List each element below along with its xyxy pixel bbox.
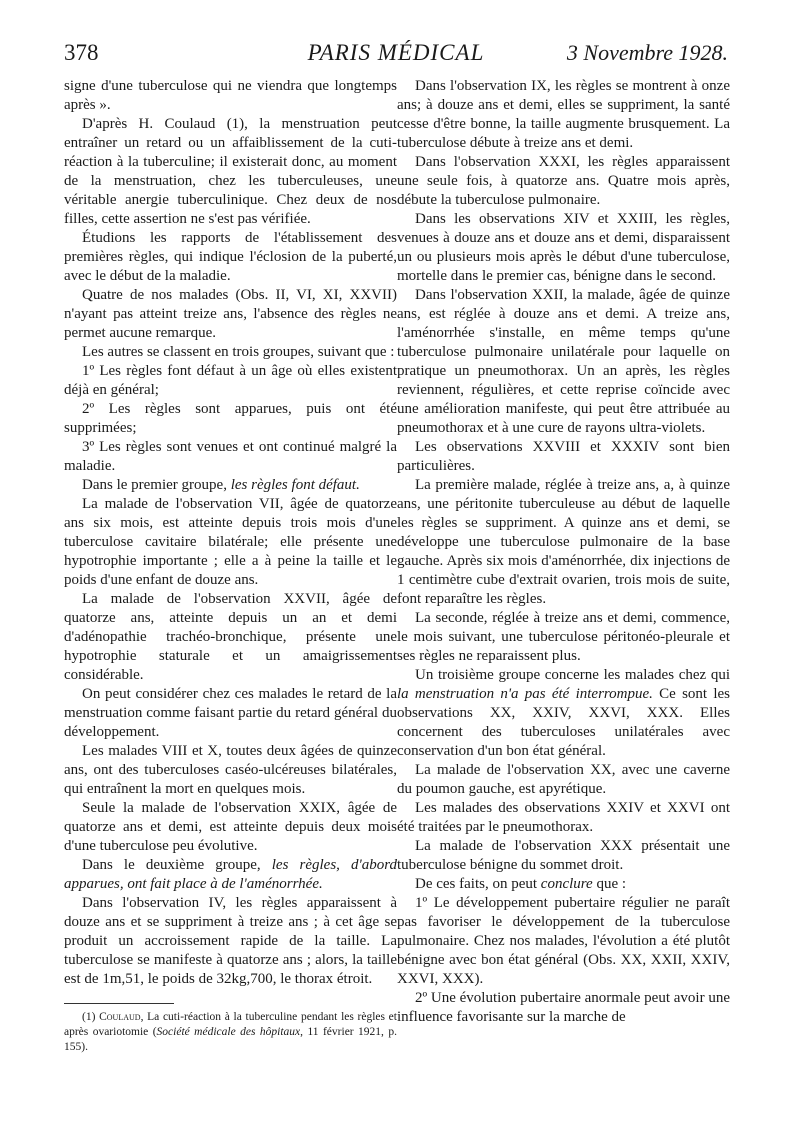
paragraph: Dans l'observation XXII, la malade, âgée de quinze ans, est réglée à douze ans et demi. A treize ans, l'aménorrhée s'installe, en même temps qu'une tuberculose pulmonaire unilatérale pour laquelle on pratique un pneumothorax. Un an après, les règles reviennent, régulières, et cette reprise coïncide avec une amélioration manifeste, qui peut être attribuée au pneumothorax et à une cure de rayons ultra-violets. bbox=[397, 287, 730, 436]
paragraph: Les malades des observations XXIV et XXVI ont été traitées par le pneumothorax. bbox=[397, 800, 730, 835]
paragraph: La seconde, réglée à treize ans et demi, commence, le mois suivant, une tuberculose péritonéo-pleurale et ses règles ne reparaissent plus. bbox=[397, 610, 730, 664]
list-item: 2º Les règles sont apparues, puis ont été supprimées; bbox=[64, 401, 397, 436]
paragraph: Les autres se classent en trois groupes, suivant que : bbox=[82, 344, 395, 360]
text-run: Ce sont les observations XX, XXIV, XXVI, XXX. Elles concernent des tuberculoses unilatérales avec conservation d'un bon état général. bbox=[397, 686, 730, 759]
paragraph: Quatre de nos malades (Obs. II, VI, XI, XXVII) n'ayant pas atteint treize ans, l'absence des règles ne permet aucune remarque. bbox=[64, 287, 397, 341]
text-run: , La cuti-réaction à la tuberculine pendant les règles et après ovariotomie ( bbox=[64, 1011, 397, 1038]
paragraph: Étudions les rapports de l'établissement des premières règles, qui indique l'éclosion de la puberté, avec le début de la maladie. bbox=[64, 230, 397, 284]
text-run: (1) bbox=[82, 1011, 100, 1023]
footnote-author: Coulaud bbox=[99, 1011, 141, 1023]
issue-date: 3 Novembre 1928. bbox=[566, 40, 728, 65]
paragraph bbox=[64, 856, 397, 894]
emphasis: les règles font défaut. bbox=[230, 477, 360, 493]
text-run: que : bbox=[592, 876, 627, 892]
paragraph: Dans l'observation IV, les règles apparaissent à douze ans et se suppriment à treize ans ; à cet âge se produit un accroissement rapide de la taille. La tuberculose se manifeste à quatorze ans ; alors, la taille est de 1m,51, le poids de 32kg,700, le thorax étroit. bbox=[64, 895, 397, 987]
emphasis: la menstruation n'a pas été interrompue. bbox=[397, 686, 653, 702]
list-item: 1º Le développement pubertaire régulier ne paraît pas favoriser le développement de la tuberculose pulmonaire. Chez nos malades, l'évolution a été plutôt bénigne avec bon état général (Obs. XX, XXII, XXIV, XXVI, XXX). bbox=[397, 895, 730, 987]
paragraph bbox=[397, 666, 730, 761]
emphasis: les règles, d'abord apparues, ont fait place à de l'aménorrhée. bbox=[64, 857, 397, 892]
paragraph: La malade de l'observation XXX présentait une tuberculose bénigne du sommet droit. bbox=[397, 838, 730, 873]
paragraph: La première malade, réglée à treize ans, a, à quinze ans, une péritonite tuberculeuse au début de laquelle les règles se suppriment. A quinze ans et demi, se développe une tuberculose pulmonaire de la base gauche. Après six mois d'aménorrhée, dix injections de 1 centimètre cube d'extrait ovarien, trois mois de suite, font reparaître les règles. bbox=[397, 477, 730, 607]
paragraph: Les malades VIII et X, toutes deux âgées de quinze ans, ont des tuberculoses caséo-ulcéreuses bilatérales, qui entraînent la mort en quelques mois. bbox=[64, 743, 397, 797]
left-column bbox=[64, 77, 397, 1055]
paragraph: Dans l'observation IX, les règles se montrent à onze ans; à douze ans et demi, elles se suppriment, la santé cesse d'être bonne, la taille augmente brusquement. La tuberculose débute à treize ans et demi. bbox=[397, 78, 730, 151]
paragraph: On peut considérer chez ces malades le retard de la menstruation comme faisant partie du retard général du développement. bbox=[64, 686, 397, 740]
paragraph: Les observations XXVIII et XXXIV sont bien particulières. bbox=[397, 439, 730, 474]
list-item: 1º Les règles font défaut à un âge où elles existent déjà en général; bbox=[64, 363, 397, 398]
right-column bbox=[397, 77, 730, 1027]
paragraph: La malade de l'observation XXVII, âgée de quatorze ans, atteinte depuis un an et demi d'adénopathie trachéo-bronchique, présente une hypotrophie staturale et un amaigrissement considérable. bbox=[64, 591, 397, 683]
paragraph: Seule la malade de l'observation XXIX, âgée de quatorze ans et demi, est atteinte depuis deux mois d'une tuberculose peu évolutive. bbox=[64, 800, 397, 854]
paragraph: D'après H. Coulaud (1), la menstruation peut entraîner un retard ou un affaiblissement de la cuti-réaction à la tuberculine; il existerait donc, au moment de la menstruation, chez les tuberculeuses, une véritable anergie tuberculinique. Chez deux de nos filles, cette assertion ne s'est pas vérifiée. bbox=[64, 116, 397, 227]
paragraph: La malade de l'observation XX, avec une caverne du poumon gauche, est apyrétique. bbox=[397, 762, 730, 797]
text-run: Un troisième groupe concerne les malades chez qui bbox=[415, 667, 730, 683]
journal-title: PARIS MÉDICAL bbox=[307, 40, 485, 65]
page-number: 378 bbox=[64, 40, 99, 65]
paragraph: signe d'une tuberculose qui ne viendra que longtemps après ». bbox=[64, 78, 397, 113]
text-run: , 11 février 1921, p. 155). bbox=[64, 1026, 397, 1053]
list-item: 2º Une évolution pubertaire anormale peut avoir une influence favorisante sur la marche de bbox=[397, 990, 730, 1025]
paragraph bbox=[64, 476, 397, 495]
emphasis: conclure bbox=[540, 876, 593, 892]
text-run: De ces faits, on peut bbox=[415, 876, 541, 892]
paragraph: Dans les observations XIV et XXIII, les règles, venues à douze ans et douze ans et demi, disparaissent un ou plusieurs mois après le début d'une tuberculose, mortelle dans le premier cas, bénigne dans le second. bbox=[397, 211, 730, 284]
footnote bbox=[64, 1010, 397, 1055]
footnote-journal: Société médicale des hôpitaux bbox=[156, 1026, 301, 1038]
paragraph: Dans l'observation XXXI, les règles apparaissent une seule fois, à quatorze ans. Quatre mois après, débute la tuberculose pulmonaire. bbox=[397, 154, 730, 208]
text-run: Dans le premier groupe, bbox=[82, 477, 231, 493]
text-run: Dans le deuxième groupe, bbox=[82, 857, 272, 873]
paragraph bbox=[397, 875, 730, 894]
footnote-divider bbox=[64, 1003, 174, 1004]
page-header bbox=[64, 40, 728, 70]
list-item: 3º Les règles sont venues et ont continué malgré la maladie. bbox=[64, 439, 397, 474]
paragraph: La malade de l'observation VII, âgée de quatorze ans six mois, est atteinte depuis trois mois d'une tuberculose cavitaire bilatérale; elle présente une hypotrophie importante ; elle a à peine la taille et le poids d'une enfant de douze ans. bbox=[64, 496, 397, 588]
